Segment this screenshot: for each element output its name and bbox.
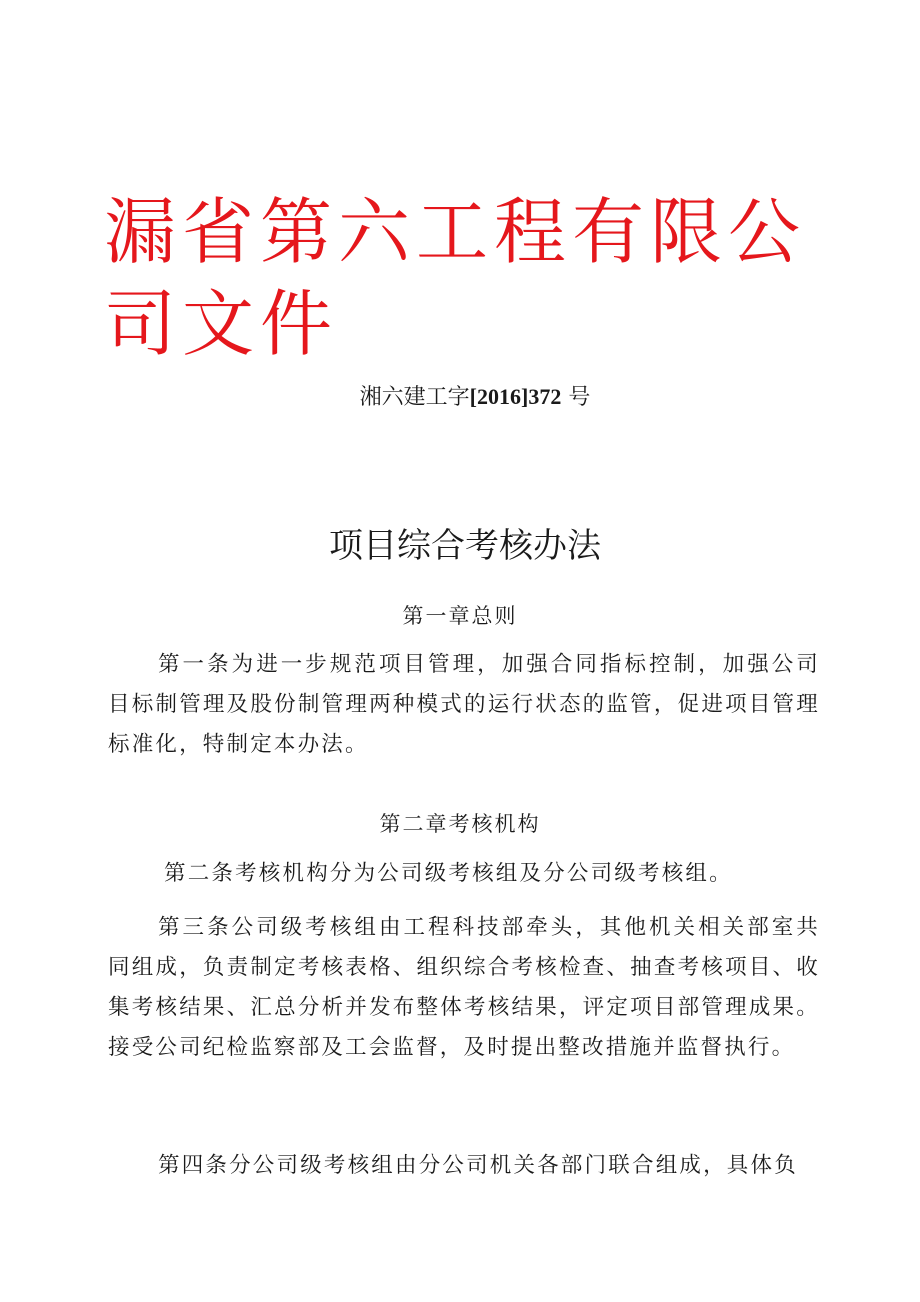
article-paragraph: 第二条考核机构分为公司级考核组及分公司级考核组。: [164, 861, 733, 886]
chapter-heading: 第一章总则: [402, 604, 518, 628]
doc-number-value: [2016]372: [469, 384, 562, 409]
doc-number-suffix: 号: [561, 385, 591, 410]
article-paragraph: 第三条公司级考核组由工程科技部牵头，其他机关相关部室共同组成，负责制定考核表格、组织综合考核检查、抽查考核项目、收集考核结果、汇总分析并发布整体考核结果，评定项目部管理成果。接受公司纪检监察部及工会监督，及时提出整改措施并监督执行。: [108, 915, 820, 1060]
article-paragraph: 第四条分公司级考核组由分公司机关各部门联合组成，具体负: [158, 1153, 798, 1178]
document-number: [0, 382, 920, 413]
article-paragraph: 第一条为进一步规范项目管理，加强合同指标控制，加强公司目标制管理及股份制管理两种模式的运行状态的监管，促进项目管理标准化，特制定本办法。: [108, 652, 820, 757]
company-header-title: 漏省第六工程有限公司文件: [104, 190, 807, 366]
doc-number-prefix: 湘六建工字: [359, 385, 470, 410]
document-title: 项目综合考核办法: [329, 526, 601, 566]
chapter-heading: 第二章考核机构: [379, 812, 541, 836]
